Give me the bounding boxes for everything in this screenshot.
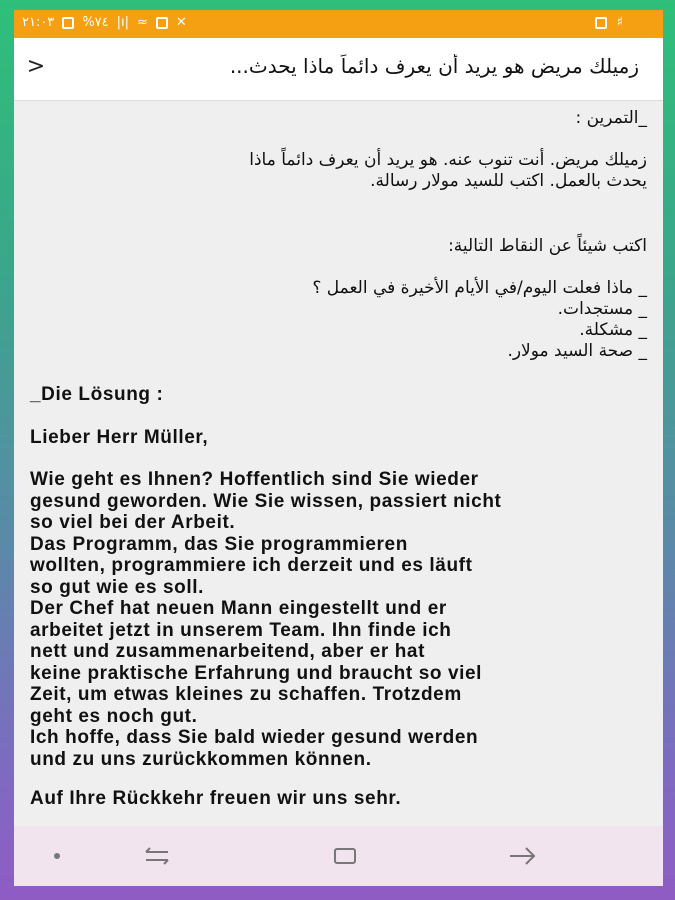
system-nav-bar — [14, 826, 663, 886]
clock: ٢١:٠٣ — [22, 15, 55, 30]
solution-heading: _Die Lösung : — [30, 384, 164, 405]
status-bar-right — [595, 15, 623, 30]
letter-line: Das Programm, das Sie programmieren — [30, 533, 408, 555]
recents-icon — [138, 844, 178, 868]
letter-line: wollten, programmiere ich derzeit und es läuft — [30, 555, 473, 576]
letter-line: nett und zusammenarbeitend, aber er hat — [30, 641, 426, 662]
letter-line: keine praktische Erfahrung und braucht so viel — [30, 662, 483, 684]
letter-salutation: Lieber Herr Müller, — [30, 427, 209, 448]
back-button[interactable] — [22, 52, 50, 82]
back-icon — [502, 844, 542, 868]
chevron-right-icon: > — [26, 54, 46, 79]
battery-percent: %٧٤ — [82, 15, 109, 30]
back-nav-button[interactable] — [502, 844, 542, 868]
notification-icon — [595, 17, 607, 29]
letter-body — [30, 469, 655, 770]
phone-screen — [14, 10, 663, 886]
status-bar — [14, 10, 663, 38]
letter-line: Ich hoffe, dass Sie bald wieder gesund werden — [30, 727, 479, 748]
letter-line: Zeit, um etwas kleines zu schaffen. Trotzdem — [30, 684, 462, 705]
list-item: _ ماذا فعلت اليوم/في الأيام الأخيرة في العمل ؟ — [312, 278, 647, 298]
letter-line: arbeitet jetzt in unserem Team. Ihn finde ich — [30, 619, 452, 641]
battery-icon — [156, 17, 168, 29]
nav-dot-button[interactable] — [36, 844, 76, 868]
nav-dot-icon — [54, 853, 60, 859]
wifi-icon: ≈ — [137, 15, 148, 30]
letter-line: so gut wie es soll. — [30, 576, 204, 598]
gallery-icon — [62, 17, 74, 29]
exercise-prompt-line-2: يحدث بالعمل. اكتب للسيد مولار رسالة. — [370, 171, 647, 191]
letter-line: und zu uns zurückkommen können. — [30, 748, 372, 770]
page-title: زميلك مريض هو يريد أن يعرف دائماً ماذا يحدث... — [229, 54, 639, 78]
data-saver-icon: ♯ — [616, 15, 623, 30]
letter-line: geht es noch gut. — [30, 705, 198, 727]
signal-icon: |ı| — [116, 15, 130, 30]
list-item: _ مشكلة. — [579, 320, 647, 340]
home-icon — [334, 848, 356, 864]
letter-line: Wie geht es Ihnen? Hoffentlich sind Sie wieder — [30, 469, 479, 490]
recents-button[interactable] — [138, 844, 178, 868]
app-header — [14, 38, 663, 101]
list-item: _ صحة السيد مولار. — [507, 341, 647, 361]
letter-line: gesund geworden. Wie Sie wissen, passiert nicht — [30, 490, 502, 512]
exercise-instructions: اكتب شيئاً عن النقاط التالية: — [448, 236, 647, 256]
letter-line: Der Chef hat neuen Mann eingestellt und er — [30, 598, 447, 619]
list-item: _ مستجدات. — [557, 299, 647, 319]
exercise-heading: _التمرين : — [575, 108, 647, 128]
letter-closing: Auf Ihre Rückkehr freuen wir uns sehr. — [30, 788, 402, 809]
home-button[interactable] — [326, 844, 366, 868]
letter-line: so viel bei der Arbeit. — [30, 512, 236, 533]
exercise-prompt-line-1: زميلك مريض. أنت تنوب عنه. هو يريد أن يعرف دائماً ماذا — [249, 150, 647, 170]
article-content[interactable] — [14, 100, 663, 826]
mute-icon: ✕ — [175, 15, 187, 30]
status-bar-left — [22, 15, 187, 30]
